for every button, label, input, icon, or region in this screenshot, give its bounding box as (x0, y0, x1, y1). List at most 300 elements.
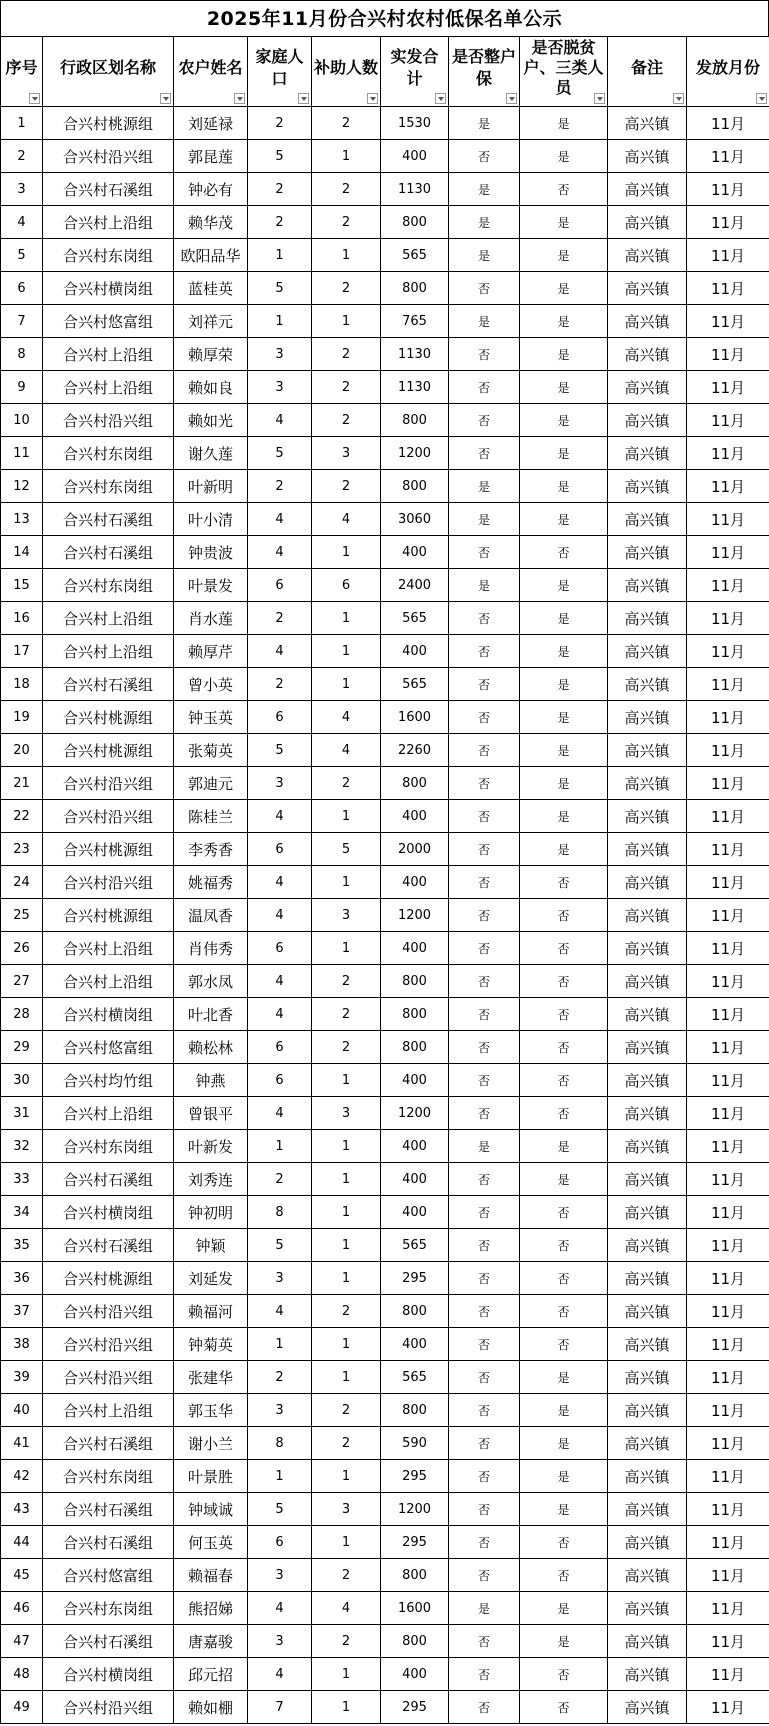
whole-household[interactable]: 否 (449, 1031, 520, 1064)
whole-household[interactable]: 否 (449, 1163, 520, 1196)
issue-month[interactable]: 11月 (687, 602, 769, 635)
row-index[interactable]: 18 (1, 668, 43, 701)
whole-household[interactable]: 否 (449, 800, 520, 833)
remark[interactable]: 高兴镇 (608, 899, 687, 932)
issue-month[interactable]: 11月 (687, 1064, 769, 1097)
remark[interactable]: 高兴镇 (608, 767, 687, 800)
poverty-status[interactable]: 否 (520, 965, 608, 998)
subsidy-count[interactable]: 3 (312, 437, 381, 470)
region-name[interactable]: 合兴村桃源组 (43, 1262, 174, 1295)
subsidy-count[interactable]: 1 (312, 635, 381, 668)
row-index[interactable]: 5 (1, 239, 43, 272)
remark[interactable]: 高兴镇 (608, 404, 687, 437)
whole-household[interactable]: 否 (449, 1658, 520, 1691)
region-name[interactable]: 合兴村上沿组 (43, 338, 174, 371)
family-size[interactable]: 2 (248, 470, 312, 503)
poverty-status[interactable]: 是 (520, 1493, 608, 1526)
region-name[interactable]: 合兴村沿兴组 (43, 800, 174, 833)
remark[interactable]: 高兴镇 (608, 1163, 687, 1196)
row-index[interactable]: 49 (1, 1691, 43, 1724)
family-size[interactable]: 2 (248, 107, 312, 140)
region-name[interactable]: 合兴村石溪组 (43, 1493, 174, 1526)
poverty-status[interactable]: 否 (520, 998, 608, 1031)
region-name[interactable]: 合兴村上沿组 (43, 602, 174, 635)
total-amount[interactable]: 400 (381, 1163, 449, 1196)
subsidy-count[interactable]: 1 (312, 1163, 381, 1196)
row-index[interactable]: 8 (1, 338, 43, 371)
remark[interactable]: 高兴镇 (608, 998, 687, 1031)
issue-month[interactable]: 11月 (687, 536, 769, 569)
issue-month[interactable]: 11月 (687, 107, 769, 140)
row-index[interactable]: 14 (1, 536, 43, 569)
subsidy-count[interactable]: 2 (312, 173, 381, 206)
remark[interactable]: 高兴镇 (608, 1493, 687, 1526)
household-name[interactable]: 郭迪元 (174, 767, 248, 800)
household-name[interactable]: 刘延发 (174, 1262, 248, 1295)
family-size[interactable]: 1 (248, 239, 312, 272)
remark[interactable]: 高兴镇 (608, 173, 687, 206)
family-size[interactable]: 1 (248, 1328, 312, 1361)
poverty-status[interactable]: 是 (520, 1394, 608, 1427)
subsidy-count[interactable]: 1 (312, 1130, 381, 1163)
row-index[interactable]: 26 (1, 932, 43, 965)
total-amount[interactable]: 800 (381, 767, 449, 800)
whole-household[interactable]: 否 (449, 1691, 520, 1724)
row-index[interactable]: 27 (1, 965, 43, 998)
total-amount[interactable]: 400 (381, 1328, 449, 1361)
subsidy-count[interactable]: 1 (312, 1262, 381, 1295)
household-name[interactable]: 肖水莲 (174, 602, 248, 635)
region-name[interactable]: 合兴村沿兴组 (43, 767, 174, 800)
issue-month[interactable]: 11月 (687, 1493, 769, 1526)
whole-household[interactable]: 是 (449, 1592, 520, 1625)
poverty-status[interactable]: 是 (520, 701, 608, 734)
whole-household[interactable]: 否 (449, 998, 520, 1031)
poverty-status[interactable]: 是 (520, 107, 608, 140)
issue-month[interactable]: 11月 (687, 1295, 769, 1328)
whole-household[interactable]: 否 (449, 1427, 520, 1460)
filter-dropdown-icon[interactable] (29, 93, 40, 104)
poverty-status[interactable]: 是 (520, 140, 608, 173)
household-name[interactable]: 赖福河 (174, 1295, 248, 1328)
family-size[interactable]: 8 (248, 1427, 312, 1460)
total-amount[interactable]: 400 (381, 1130, 449, 1163)
subsidy-count[interactable]: 2 (312, 767, 381, 800)
family-size[interactable]: 3 (248, 1262, 312, 1295)
remark[interactable]: 高兴镇 (608, 833, 687, 866)
remark[interactable]: 高兴镇 (608, 272, 687, 305)
issue-month[interactable]: 11月 (687, 1031, 769, 1064)
family-size[interactable]: 5 (248, 272, 312, 305)
remark[interactable]: 高兴镇 (608, 1658, 687, 1691)
total-amount[interactable]: 295 (381, 1460, 449, 1493)
row-index[interactable]: 25 (1, 899, 43, 932)
total-amount[interactable]: 400 (381, 800, 449, 833)
subsidy-count[interactable]: 1 (312, 1064, 381, 1097)
household-name[interactable]: 蓝桂英 (174, 272, 248, 305)
region-name[interactable]: 合兴村石溪组 (43, 1526, 174, 1559)
poverty-status[interactable]: 是 (520, 404, 608, 437)
issue-month[interactable]: 11月 (687, 701, 769, 734)
row-index[interactable]: 43 (1, 1493, 43, 1526)
poverty-status[interactable]: 否 (520, 1031, 608, 1064)
household-name[interactable]: 谢久莲 (174, 437, 248, 470)
issue-month[interactable]: 11月 (687, 1097, 769, 1130)
whole-household[interactable]: 否 (449, 1394, 520, 1427)
region-name[interactable]: 合兴村横岗组 (43, 272, 174, 305)
family-size[interactable]: 3 (248, 1625, 312, 1658)
region-name[interactable]: 合兴村桃源组 (43, 107, 174, 140)
family-size[interactable]: 2 (248, 206, 312, 239)
total-amount[interactable]: 295 (381, 1691, 449, 1724)
total-amount[interactable]: 2260 (381, 734, 449, 767)
whole-household[interactable]: 否 (449, 899, 520, 932)
row-index[interactable]: 3 (1, 173, 43, 206)
household-name[interactable]: 赖如棚 (174, 1691, 248, 1724)
poverty-status[interactable]: 否 (520, 536, 608, 569)
region-name[interactable]: 合兴村沿兴组 (43, 1361, 174, 1394)
household-name[interactable]: 曾银平 (174, 1097, 248, 1130)
household-name[interactable]: 钟燕 (174, 1064, 248, 1097)
remark[interactable]: 高兴镇 (608, 701, 687, 734)
household-name[interactable]: 曾小英 (174, 668, 248, 701)
remark[interactable]: 高兴镇 (608, 1097, 687, 1130)
total-amount[interactable]: 800 (381, 1625, 449, 1658)
subsidy-count[interactable]: 4 (312, 734, 381, 767)
total-amount[interactable]: 1130 (381, 173, 449, 206)
issue-month[interactable]: 11月 (687, 1460, 769, 1493)
region-name[interactable]: 合兴村桃源组 (43, 833, 174, 866)
family-size[interactable]: 2 (248, 1163, 312, 1196)
remark[interactable]: 高兴镇 (608, 107, 687, 140)
region-name[interactable]: 合兴村石溪组 (43, 1163, 174, 1196)
household-name[interactable]: 赖福春 (174, 1559, 248, 1592)
family-size[interactable]: 6 (248, 701, 312, 734)
whole-household[interactable]: 否 (449, 932, 520, 965)
row-index[interactable]: 41 (1, 1427, 43, 1460)
whole-household[interactable]: 否 (449, 1559, 520, 1592)
family-size[interactable]: 4 (248, 965, 312, 998)
issue-month[interactable]: 11月 (687, 833, 769, 866)
subsidy-count[interactable]: 2 (312, 965, 381, 998)
row-index[interactable]: 33 (1, 1163, 43, 1196)
issue-month[interactable]: 11月 (687, 1163, 769, 1196)
poverty-status[interactable]: 否 (520, 1526, 608, 1559)
family-size[interactable]: 3 (248, 1559, 312, 1592)
subsidy-count[interactable]: 1 (312, 602, 381, 635)
subsidy-count[interactable]: 1 (312, 1229, 381, 1262)
total-amount[interactable]: 1130 (381, 338, 449, 371)
remark[interactable]: 高兴镇 (608, 1427, 687, 1460)
total-amount[interactable]: 565 (381, 602, 449, 635)
total-amount[interactable]: 1200 (381, 1493, 449, 1526)
family-size[interactable]: 5 (248, 437, 312, 470)
issue-month[interactable]: 11月 (687, 470, 769, 503)
remark[interactable]: 高兴镇 (608, 1130, 687, 1163)
poverty-status[interactable]: 否 (520, 1328, 608, 1361)
family-size[interactable]: 7 (248, 1691, 312, 1724)
row-index[interactable]: 35 (1, 1229, 43, 1262)
whole-household[interactable]: 是 (449, 503, 520, 536)
family-size[interactable]: 5 (248, 140, 312, 173)
remark[interactable]: 高兴镇 (608, 1196, 687, 1229)
total-amount[interactable]: 590 (381, 1427, 449, 1460)
subsidy-count[interactable]: 2 (312, 272, 381, 305)
poverty-status[interactable]: 否 (520, 899, 608, 932)
poverty-status[interactable]: 是 (520, 635, 608, 668)
whole-household[interactable]: 否 (449, 437, 520, 470)
whole-household[interactable]: 否 (449, 1295, 520, 1328)
subsidy-count[interactable]: 1 (312, 239, 381, 272)
filter-dropdown-icon[interactable] (673, 93, 684, 104)
poverty-status[interactable]: 否 (520, 1658, 608, 1691)
total-amount[interactable]: 400 (381, 1064, 449, 1097)
filter-dropdown-icon[interactable] (506, 93, 517, 104)
poverty-status[interactable]: 是 (520, 569, 608, 602)
subsidy-count[interactable]: 4 (312, 503, 381, 536)
row-index[interactable]: 16 (1, 602, 43, 635)
remark[interactable]: 高兴镇 (608, 140, 687, 173)
family-size[interactable]: 4 (248, 998, 312, 1031)
whole-household[interactable]: 否 (449, 866, 520, 899)
row-index[interactable]: 44 (1, 1526, 43, 1559)
region-name[interactable]: 合兴村东岗组 (43, 1460, 174, 1493)
remark[interactable]: 高兴镇 (608, 206, 687, 239)
region-name[interactable]: 合兴村石溪组 (43, 1625, 174, 1658)
issue-month[interactable]: 11月 (687, 767, 769, 800)
issue-month[interactable]: 11月 (687, 734, 769, 767)
subsidy-count[interactable]: 1 (312, 1526, 381, 1559)
whole-household[interactable]: 否 (449, 1262, 520, 1295)
household-name[interactable]: 姚福秀 (174, 866, 248, 899)
total-amount[interactable]: 1200 (381, 1097, 449, 1130)
total-amount[interactable]: 800 (381, 1295, 449, 1328)
whole-household[interactable]: 否 (449, 1460, 520, 1493)
whole-household[interactable]: 否 (449, 1328, 520, 1361)
subsidy-count[interactable]: 1 (312, 1460, 381, 1493)
household-name[interactable]: 钟贵波 (174, 536, 248, 569)
region-name[interactable]: 合兴村上沿组 (43, 1097, 174, 1130)
whole-household[interactable]: 是 (449, 173, 520, 206)
family-size[interactable]: 4 (248, 404, 312, 437)
row-index[interactable]: 7 (1, 305, 43, 338)
whole-household[interactable]: 否 (449, 668, 520, 701)
subsidy-count[interactable]: 2 (312, 470, 381, 503)
household-name[interactable]: 叶景发 (174, 569, 248, 602)
family-size[interactable]: 3 (248, 1394, 312, 1427)
whole-household[interactable]: 否 (449, 1526, 520, 1559)
family-size[interactable]: 4 (248, 503, 312, 536)
poverty-status[interactable]: 是 (520, 239, 608, 272)
poverty-status[interactable]: 是 (520, 1625, 608, 1658)
poverty-status[interactable]: 是 (520, 767, 608, 800)
family-size[interactable]: 4 (248, 899, 312, 932)
poverty-status[interactable]: 否 (520, 1196, 608, 1229)
region-name[interactable]: 合兴村石溪组 (43, 173, 174, 206)
issue-month[interactable]: 11月 (687, 437, 769, 470)
issue-month[interactable]: 11月 (687, 569, 769, 602)
whole-household[interactable]: 否 (449, 371, 520, 404)
filter-dropdown-icon[interactable] (594, 93, 605, 104)
household-name[interactable]: 叶小清 (174, 503, 248, 536)
subsidy-count[interactable]: 1 (312, 932, 381, 965)
remark[interactable]: 高兴镇 (608, 338, 687, 371)
remark[interactable]: 高兴镇 (608, 1691, 687, 1724)
row-index[interactable]: 6 (1, 272, 43, 305)
subsidy-count[interactable]: 1 (312, 1658, 381, 1691)
family-size[interactable]: 6 (248, 1031, 312, 1064)
poverty-status[interactable]: 是 (520, 272, 608, 305)
subsidy-count[interactable]: 2 (312, 1031, 381, 1064)
issue-month[interactable]: 11月 (687, 899, 769, 932)
family-size[interactable]: 5 (248, 1229, 312, 1262)
remark[interactable]: 高兴镇 (608, 866, 687, 899)
issue-month[interactable]: 11月 (687, 239, 769, 272)
whole-household[interactable]: 否 (449, 338, 520, 371)
household-name[interactable]: 张菊英 (174, 734, 248, 767)
region-name[interactable]: 合兴村横岗组 (43, 1658, 174, 1691)
subsidy-count[interactable]: 1 (312, 1328, 381, 1361)
whole-household[interactable]: 否 (449, 404, 520, 437)
household-name[interactable]: 刘祥元 (174, 305, 248, 338)
region-name[interactable]: 合兴村上沿组 (43, 1394, 174, 1427)
total-amount[interactable]: 3060 (381, 503, 449, 536)
family-size[interactable]: 3 (248, 371, 312, 404)
issue-month[interactable]: 11月 (687, 1691, 769, 1724)
poverty-status[interactable]: 是 (520, 470, 608, 503)
whole-household[interactable]: 否 (449, 965, 520, 998)
subsidy-count[interactable]: 2 (312, 404, 381, 437)
remark[interactable]: 高兴镇 (608, 1229, 687, 1262)
family-size[interactable]: 5 (248, 1493, 312, 1526)
issue-month[interactable]: 11月 (687, 1262, 769, 1295)
whole-household[interactable]: 否 (449, 272, 520, 305)
region-name[interactable]: 合兴村悠富组 (43, 305, 174, 338)
issue-month[interactable]: 11月 (687, 635, 769, 668)
poverty-status[interactable]: 否 (520, 1064, 608, 1097)
region-name[interactable]: 合兴村石溪组 (43, 536, 174, 569)
household-name[interactable]: 陈桂兰 (174, 800, 248, 833)
total-amount[interactable]: 800 (381, 1394, 449, 1427)
subsidy-count[interactable]: 5 (312, 833, 381, 866)
family-size[interactable]: 4 (248, 1658, 312, 1691)
filter-dropdown-icon[interactable] (435, 93, 446, 104)
issue-month[interactable]: 11月 (687, 1361, 769, 1394)
poverty-status[interactable]: 否 (520, 1262, 608, 1295)
region-name[interactable]: 合兴村东岗组 (43, 239, 174, 272)
total-amount[interactable]: 1200 (381, 437, 449, 470)
poverty-status[interactable]: 否 (520, 1691, 608, 1724)
household-name[interactable]: 赖松林 (174, 1031, 248, 1064)
poverty-status[interactable]: 是 (520, 1130, 608, 1163)
family-size[interactable]: 8 (248, 1196, 312, 1229)
poverty-status[interactable]: 否 (520, 173, 608, 206)
region-name[interactable]: 合兴村石溪组 (43, 668, 174, 701)
family-size[interactable]: 6 (248, 1526, 312, 1559)
poverty-status[interactable]: 是 (520, 1592, 608, 1625)
region-name[interactable]: 合兴村桃源组 (43, 734, 174, 767)
remark[interactable]: 高兴镇 (608, 734, 687, 767)
poverty-status[interactable]: 是 (520, 338, 608, 371)
poverty-status[interactable]: 是 (520, 371, 608, 404)
remark[interactable]: 高兴镇 (608, 569, 687, 602)
row-index[interactable]: 24 (1, 866, 43, 899)
household-name[interactable]: 钟玉英 (174, 701, 248, 734)
poverty-status[interactable]: 是 (520, 668, 608, 701)
remark[interactable]: 高兴镇 (608, 536, 687, 569)
filter-dropdown-icon[interactable] (756, 93, 767, 104)
region-name[interactable]: 合兴村横岗组 (43, 998, 174, 1031)
household-name[interactable]: 谢小兰 (174, 1427, 248, 1460)
issue-month[interactable]: 11月 (687, 668, 769, 701)
issue-month[interactable]: 11月 (687, 305, 769, 338)
family-size[interactable]: 6 (248, 1064, 312, 1097)
family-size[interactable]: 6 (248, 569, 312, 602)
remark[interactable]: 高兴镇 (608, 503, 687, 536)
whole-household[interactable]: 是 (449, 1130, 520, 1163)
region-name[interactable]: 合兴村沿兴组 (43, 1295, 174, 1328)
total-amount[interactable]: 1600 (381, 701, 449, 734)
whole-household[interactable]: 是 (449, 239, 520, 272)
subsidy-count[interactable]: 1 (312, 1361, 381, 1394)
whole-household[interactable]: 是 (449, 569, 520, 602)
remark[interactable]: 高兴镇 (608, 1625, 687, 1658)
row-index[interactable]: 12 (1, 470, 43, 503)
total-amount[interactable]: 400 (381, 140, 449, 173)
total-amount[interactable]: 1530 (381, 107, 449, 140)
whole-household[interactable]: 是 (449, 470, 520, 503)
family-size[interactable]: 2 (248, 602, 312, 635)
remark[interactable]: 高兴镇 (608, 635, 687, 668)
total-amount[interactable]: 800 (381, 1559, 449, 1592)
total-amount[interactable]: 1130 (381, 371, 449, 404)
remark[interactable]: 高兴镇 (608, 932, 687, 965)
whole-household[interactable]: 是 (449, 305, 520, 338)
subsidy-count[interactable]: 1 (312, 1196, 381, 1229)
remark[interactable]: 高兴镇 (608, 1526, 687, 1559)
total-amount[interactable]: 2400 (381, 569, 449, 602)
poverty-status[interactable]: 是 (520, 437, 608, 470)
whole-household[interactable]: 否 (449, 833, 520, 866)
family-size[interactable]: 6 (248, 932, 312, 965)
issue-month[interactable]: 11月 (687, 800, 769, 833)
subsidy-count[interactable]: 4 (312, 701, 381, 734)
row-index[interactable]: 4 (1, 206, 43, 239)
whole-household[interactable]: 否 (449, 1229, 520, 1262)
household-name[interactable]: 刘秀连 (174, 1163, 248, 1196)
household-name[interactable]: 叶新发 (174, 1130, 248, 1163)
row-index[interactable]: 9 (1, 371, 43, 404)
row-index[interactable]: 13 (1, 503, 43, 536)
row-index[interactable]: 20 (1, 734, 43, 767)
region-name[interactable]: 合兴村东岗组 (43, 1130, 174, 1163)
whole-household[interactable]: 否 (449, 635, 520, 668)
region-name[interactable]: 合兴村沿兴组 (43, 866, 174, 899)
subsidy-count[interactable]: 2 (312, 338, 381, 371)
total-amount[interactable]: 1200 (381, 899, 449, 932)
total-amount[interactable]: 2000 (381, 833, 449, 866)
row-index[interactable]: 11 (1, 437, 43, 470)
poverty-status[interactable]: 是 (520, 503, 608, 536)
issue-month[interactable]: 11月 (687, 404, 769, 437)
remark[interactable]: 高兴镇 (608, 1262, 687, 1295)
region-name[interactable]: 合兴村东岗组 (43, 470, 174, 503)
remark[interactable]: 高兴镇 (608, 1328, 687, 1361)
household-name[interactable]: 赖厚芹 (174, 635, 248, 668)
poverty-status[interactable]: 否 (520, 866, 608, 899)
remark[interactable]: 高兴镇 (608, 371, 687, 404)
household-name[interactable]: 钟菊英 (174, 1328, 248, 1361)
